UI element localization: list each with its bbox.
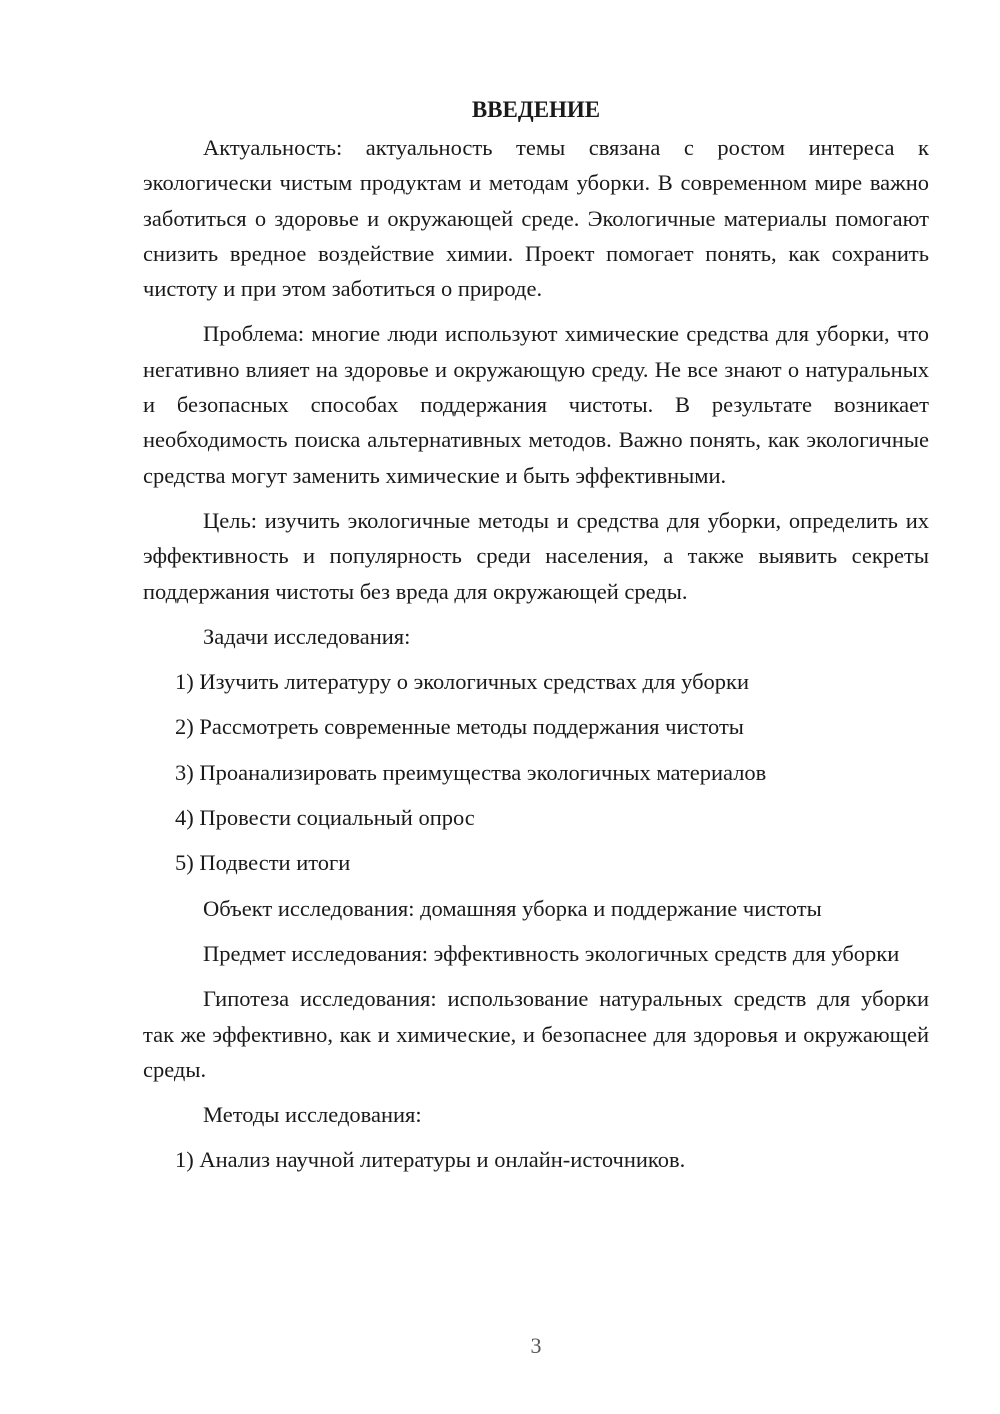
object-paragraph: Объект исследования: домашняя уборка и поддержание чистоты [203, 895, 822, 921]
tasks-heading: Задачи исследования: [203, 623, 411, 649]
methods-heading: Методы исследования: [203, 1102, 422, 1128]
document-page [143, 92, 929, 1188]
task-item: 1) Изучить литературу о экологичных средствах для уборки [175, 669, 749, 695]
goal-paragraph: Цель: изучить экологичные методы и средства для уборки, определить их эффективность и популярность среди населения, а также выявить секреты поддержания чистоты без вреда для окружающей среды. [143, 507, 929, 604]
section-title: ВВЕДЕНИЕ [471, 97, 601, 122]
relevance-paragraph: Актуальность: актуальность темы связана с ростом интереса к экологически чистым продуктам и методам уборки. В современном мире важно заботиться о здоровье и окружающей среде. Экологичные материалы помогают снизить вредное воздействие химии. Проект помогает понять, как сохранить чистоту и при этом заботиться о природе. [143, 135, 929, 302]
task-item: 3) Проанализировать преимущества экологичных материалов [175, 759, 767, 785]
task-item: 2) Рассмотреть современные методы поддержания чистоты [175, 714, 744, 740]
page-number: 3 [530, 1333, 542, 1358]
subject-paragraph: Предмет исследования: эффективность экологичных средств для уборки [203, 940, 900, 966]
task-item: 5) Подвести итоги [175, 850, 351, 876]
task-item: 4) Провести социальный опрос [175, 805, 475, 831]
problem-paragraph: Проблема: многие люди используют химические средства для уборки, что негативно влияет на здоровье и окружающую среду. Не все знают о натуральных и безопасных способах поддержания чистоты. В результате возникает необходимость поиска альтернативных методов. Важно понять, как экологичные средства могут заменить химические и быть эффективными. [143, 321, 929, 488]
hypothesis-paragraph: Гипотеза исследования: использование натуральных средств для уборки так же эффективно, как и химические, и безопаснее для здоровья и окружающей среды. [143, 986, 929, 1082]
method-item: 1) Анализ научной литературы и онлайн-источников. [175, 1147, 686, 1173]
